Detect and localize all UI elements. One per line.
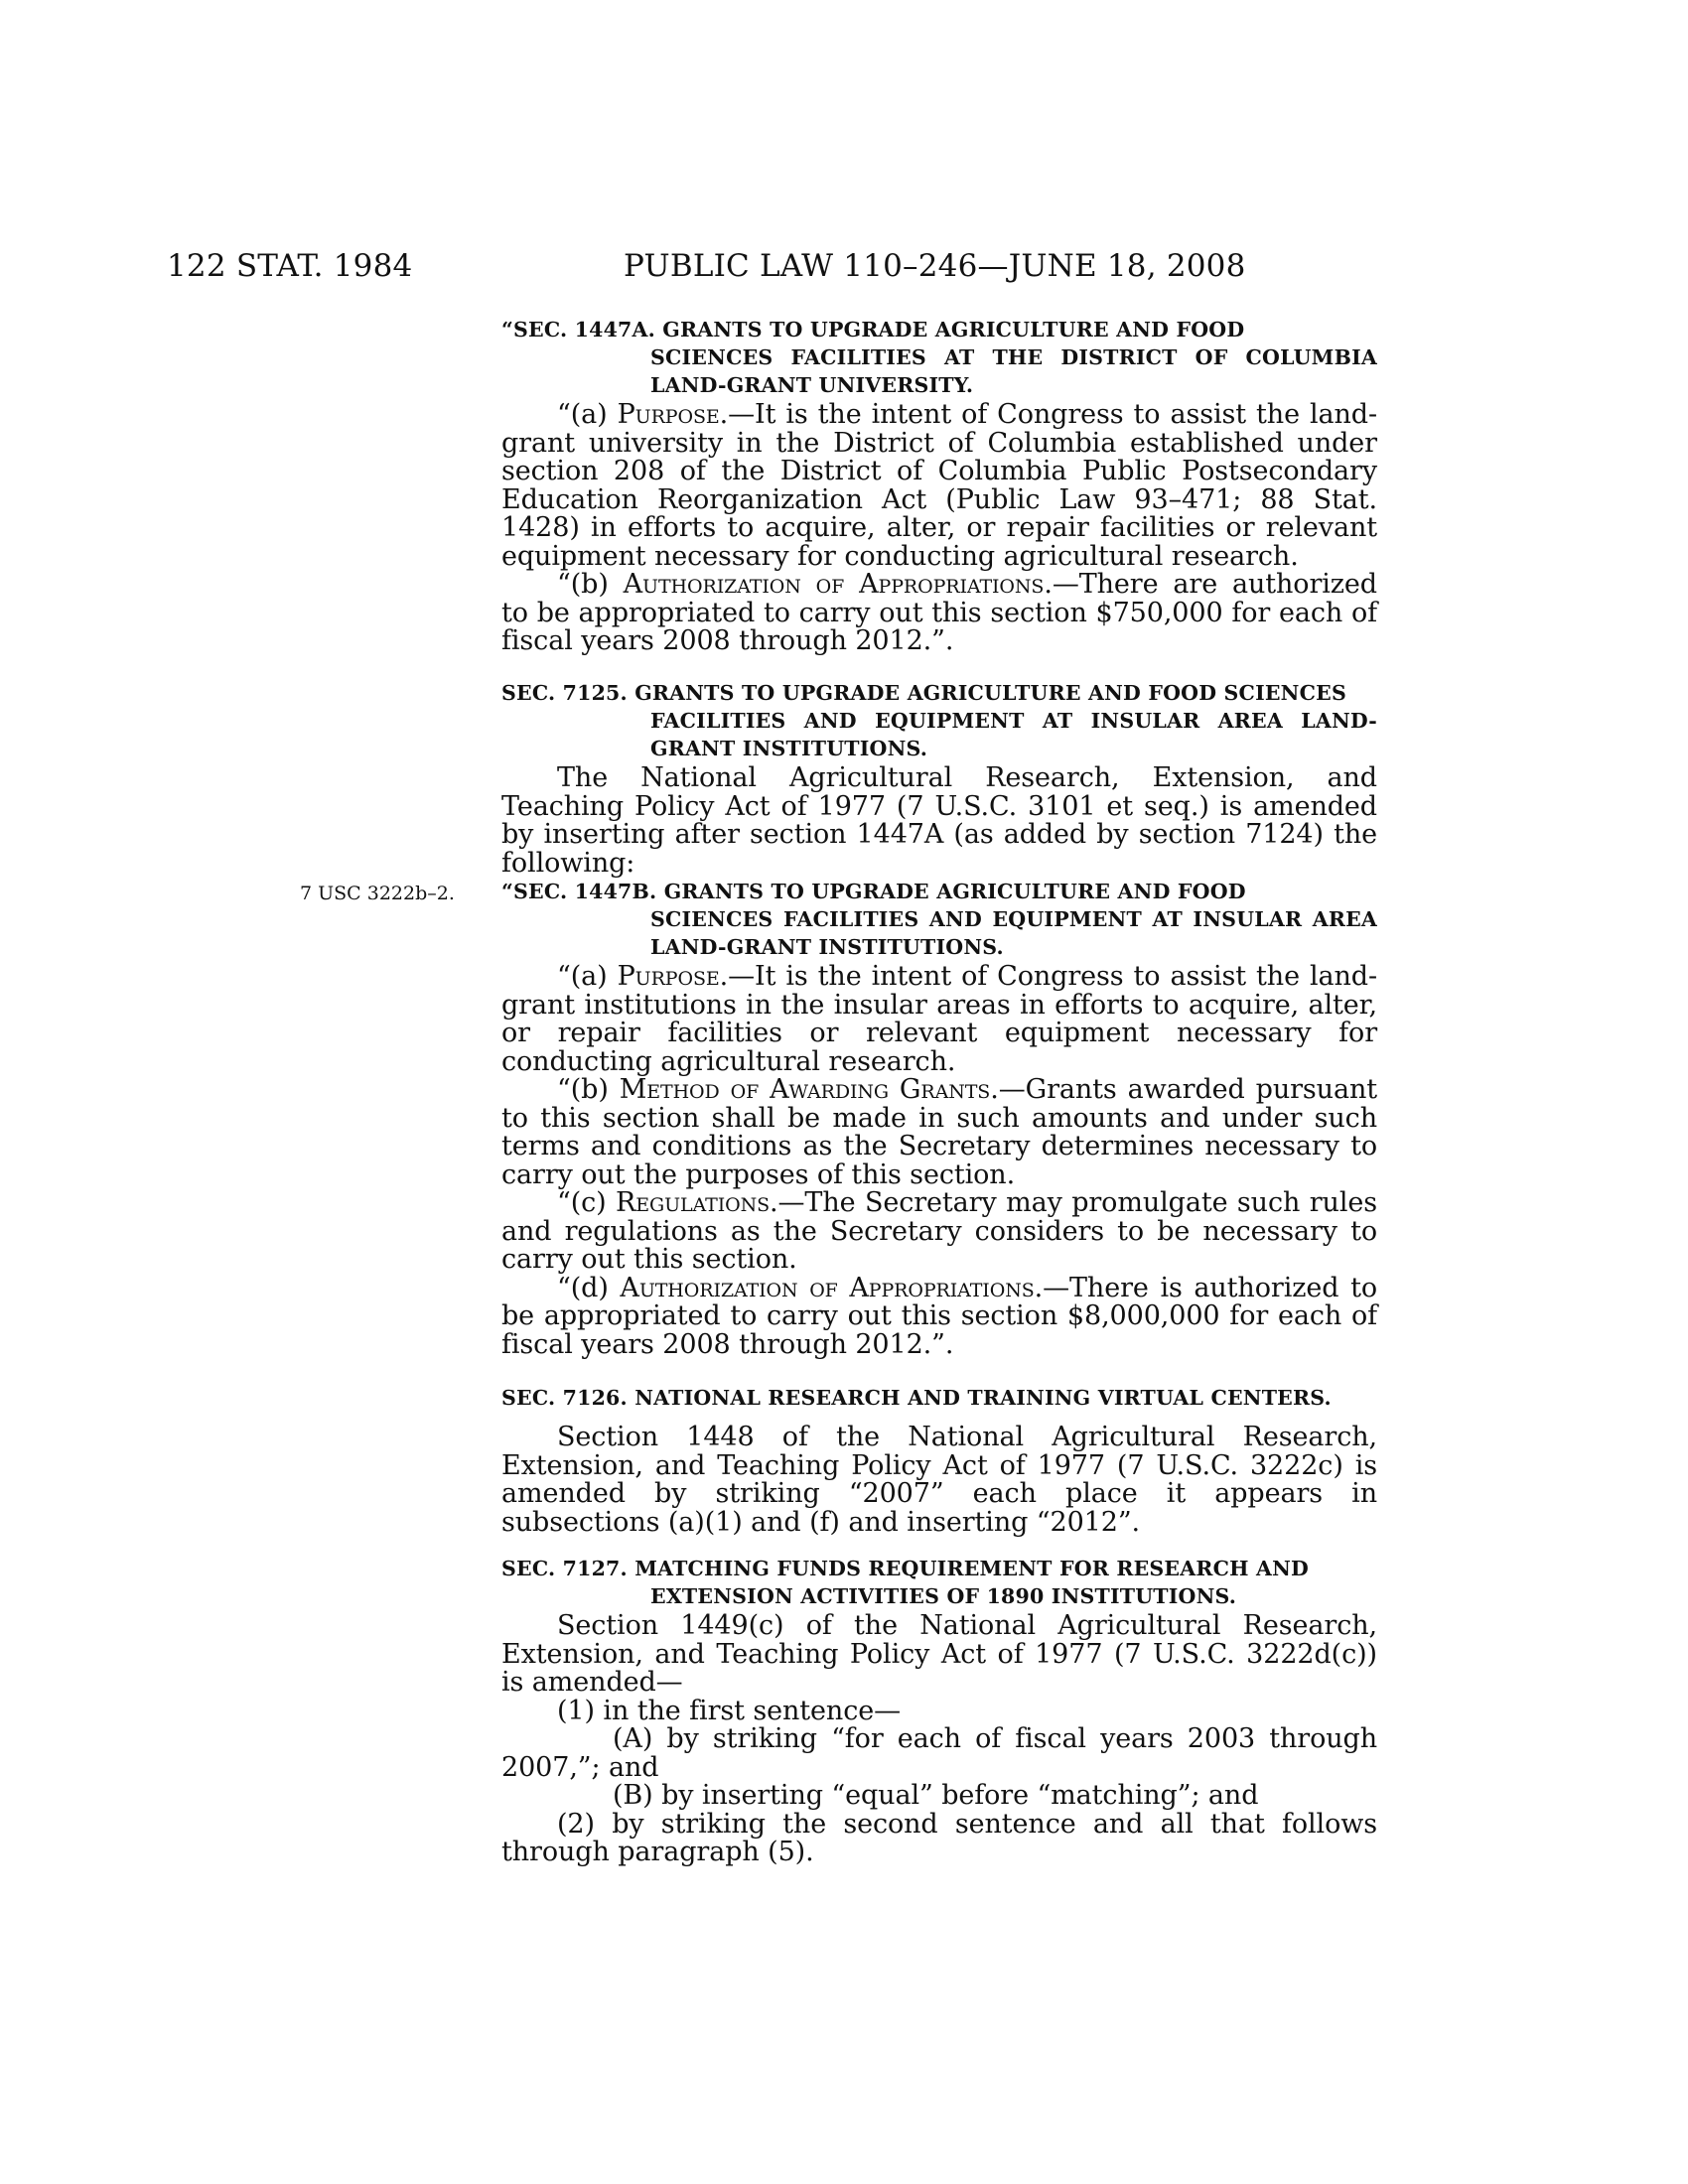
subsection-c-regulations: “(c) Regulations.—The Secretary may promulgate such rules and regulations as the Secretary considers to be necessary to carry out this section. xyxy=(501,1187,1377,1275)
section-1447b-heading xyxy=(501,878,1377,961)
subsection-heading: Authorization of Appropriations xyxy=(623,569,1045,600)
section-heading-title: SCIENCES FACILITIES AND EQUIPMENT AT INSULAR AREA LAND-GRANT INSTITUTIONS. xyxy=(650,907,1377,959)
subsection-heading: Purpose xyxy=(617,961,720,992)
section-heading-line: “SEC. 1447A. GRANTS TO UPGRADE AGRICULTURE AND FOOD xyxy=(501,318,1245,341)
section-heading-line: SEC. 7127. MATCHING FUNDS REQUIREMENT FOR RESEARCH AND xyxy=(501,1557,1310,1580)
section-7126-text: Section 1448 of the National Agricultural Research, Extension, and Teaching Policy Act of 1977 (7 U.S.C. 3222c) is amended by striking “2007” each place it appears in subsections (a)(1) and (f) and inserting “2012”. xyxy=(501,1422,1377,1538)
subsection-b-authorization: “(b) Authorization of Appropriations.—There are authorized to be appropriated to carry out this section $750,000 for each of fiscal years 2008 through 2012.”. xyxy=(501,569,1377,656)
section-7127-heading xyxy=(501,1555,1377,1610)
subsection-heading: Authorization of Appropriations xyxy=(620,1272,1035,1303)
stat-page-number: 122 STAT. 1984 xyxy=(167,248,413,284)
section-7126-heading xyxy=(501,1384,1377,1412)
section-7126-body xyxy=(501,1424,1377,1537)
section-heading-title: EXTENSION ACTIVITIES OF 1890 INSTITUTIONS. xyxy=(650,1584,1237,1608)
subsection-a-purpose: “(a) Purpose.—It is the intent of Congress to assist the land-grant institutions in the insular areas in efforts to acquire, alter, or repair facilities or relevant equipment necessary for conducting agricultural research. xyxy=(501,961,1377,1077)
section-7127-body xyxy=(501,1612,1377,1867)
subsection-a-purpose: “(a) Purpose.—It is the intent of Congress to assist the land-grant university in the District of Columbia established under section 208 of the District of Columbia Public Postsecondary Education Reorganization Act (Public Law 93–471; 88 Stat. 1428) in efforts to acquire, alter, or repair facilities or relevant equipment necessary for conducting agricultural research. xyxy=(501,399,1377,572)
section-7125-heading xyxy=(501,679,1377,762)
section-1447b-body xyxy=(501,963,1377,1359)
section-1447a-heading xyxy=(501,316,1377,399)
subsection-heading: Purpose xyxy=(617,399,720,430)
section-heading-title: SCIENCES FACILITIES AT THE DISTRICT OF COLUMBIA LAND-GRANT UNIVERSITY. xyxy=(650,345,1377,397)
list-item-1b: (B) by inserting “equal” before “matching”; and xyxy=(613,1780,1259,1811)
section-1447a-body xyxy=(501,401,1377,656)
section-heading-line: SEC. 7125. GRANTS TO UPGRADE AGRICULTURE AND FOOD SCIENCES xyxy=(501,681,1346,705)
section-heading-line: SEC. 7126. NATIONAL RESEARCH AND TRAINING VIRTUAL CENTERS. xyxy=(501,1386,1332,1410)
subsection-heading: Regulations xyxy=(616,1187,771,1218)
page-header xyxy=(167,246,1388,286)
public-law-title: PUBLIC LAW 110–246—JUNE 18, 2008 xyxy=(624,248,1246,284)
subsection-d-authorization: “(d) Authorization of Appropriations.—There is authorized to be appropriated to carry out this section $8,000,000 for each of fiscal years 2008 through 2012.”. xyxy=(501,1272,1377,1360)
section-heading-line: “SEC. 1447B. GRANTS TO UPGRADE AGRICULTURE AND FOOD xyxy=(501,880,1246,903)
list-item-2: (2) by striking the second sentence and all that follows through paragraph (5). xyxy=(501,1808,1377,1867)
list-item-1a: (A) by striking “for each of fiscal years 2003 through 2007,”; and xyxy=(501,1723,1377,1783)
usc-margin-note: 7 USC 3222b–2. xyxy=(300,883,455,904)
list-item-1: (1) in the first sentence— xyxy=(557,1695,902,1726)
subsection-heading: Method of Awarding Grants xyxy=(619,1074,991,1105)
section-7125-body xyxy=(501,764,1377,878)
subsection-b-method: “(b) Method of Awarding Grants.—Grants awarded pursuant to this section shall be made in such amounts and under such terms and conditions as the Secretary determines necessary to carry out the purposes of this section. xyxy=(501,1074,1377,1190)
section-7125-text: The National Agricultural Research, Extension, and Teaching Policy Act of 1977 (7 U.S.C. 3101 et seq.) is amended by inserting after section 1447A (as added by section 7124) the following: xyxy=(501,762,1377,879)
section-7127-text: Section 1449(c) of the National Agricultural Research, Extension, and Teaching Policy Act of 1977 (7 U.S.C. 3222d(c)) is amended— xyxy=(501,1610,1377,1698)
section-heading-title: FACILITIES AND EQUIPMENT AT INSULAR AREA LAND-GRANT INSTITUTIONS. xyxy=(650,709,1377,760)
